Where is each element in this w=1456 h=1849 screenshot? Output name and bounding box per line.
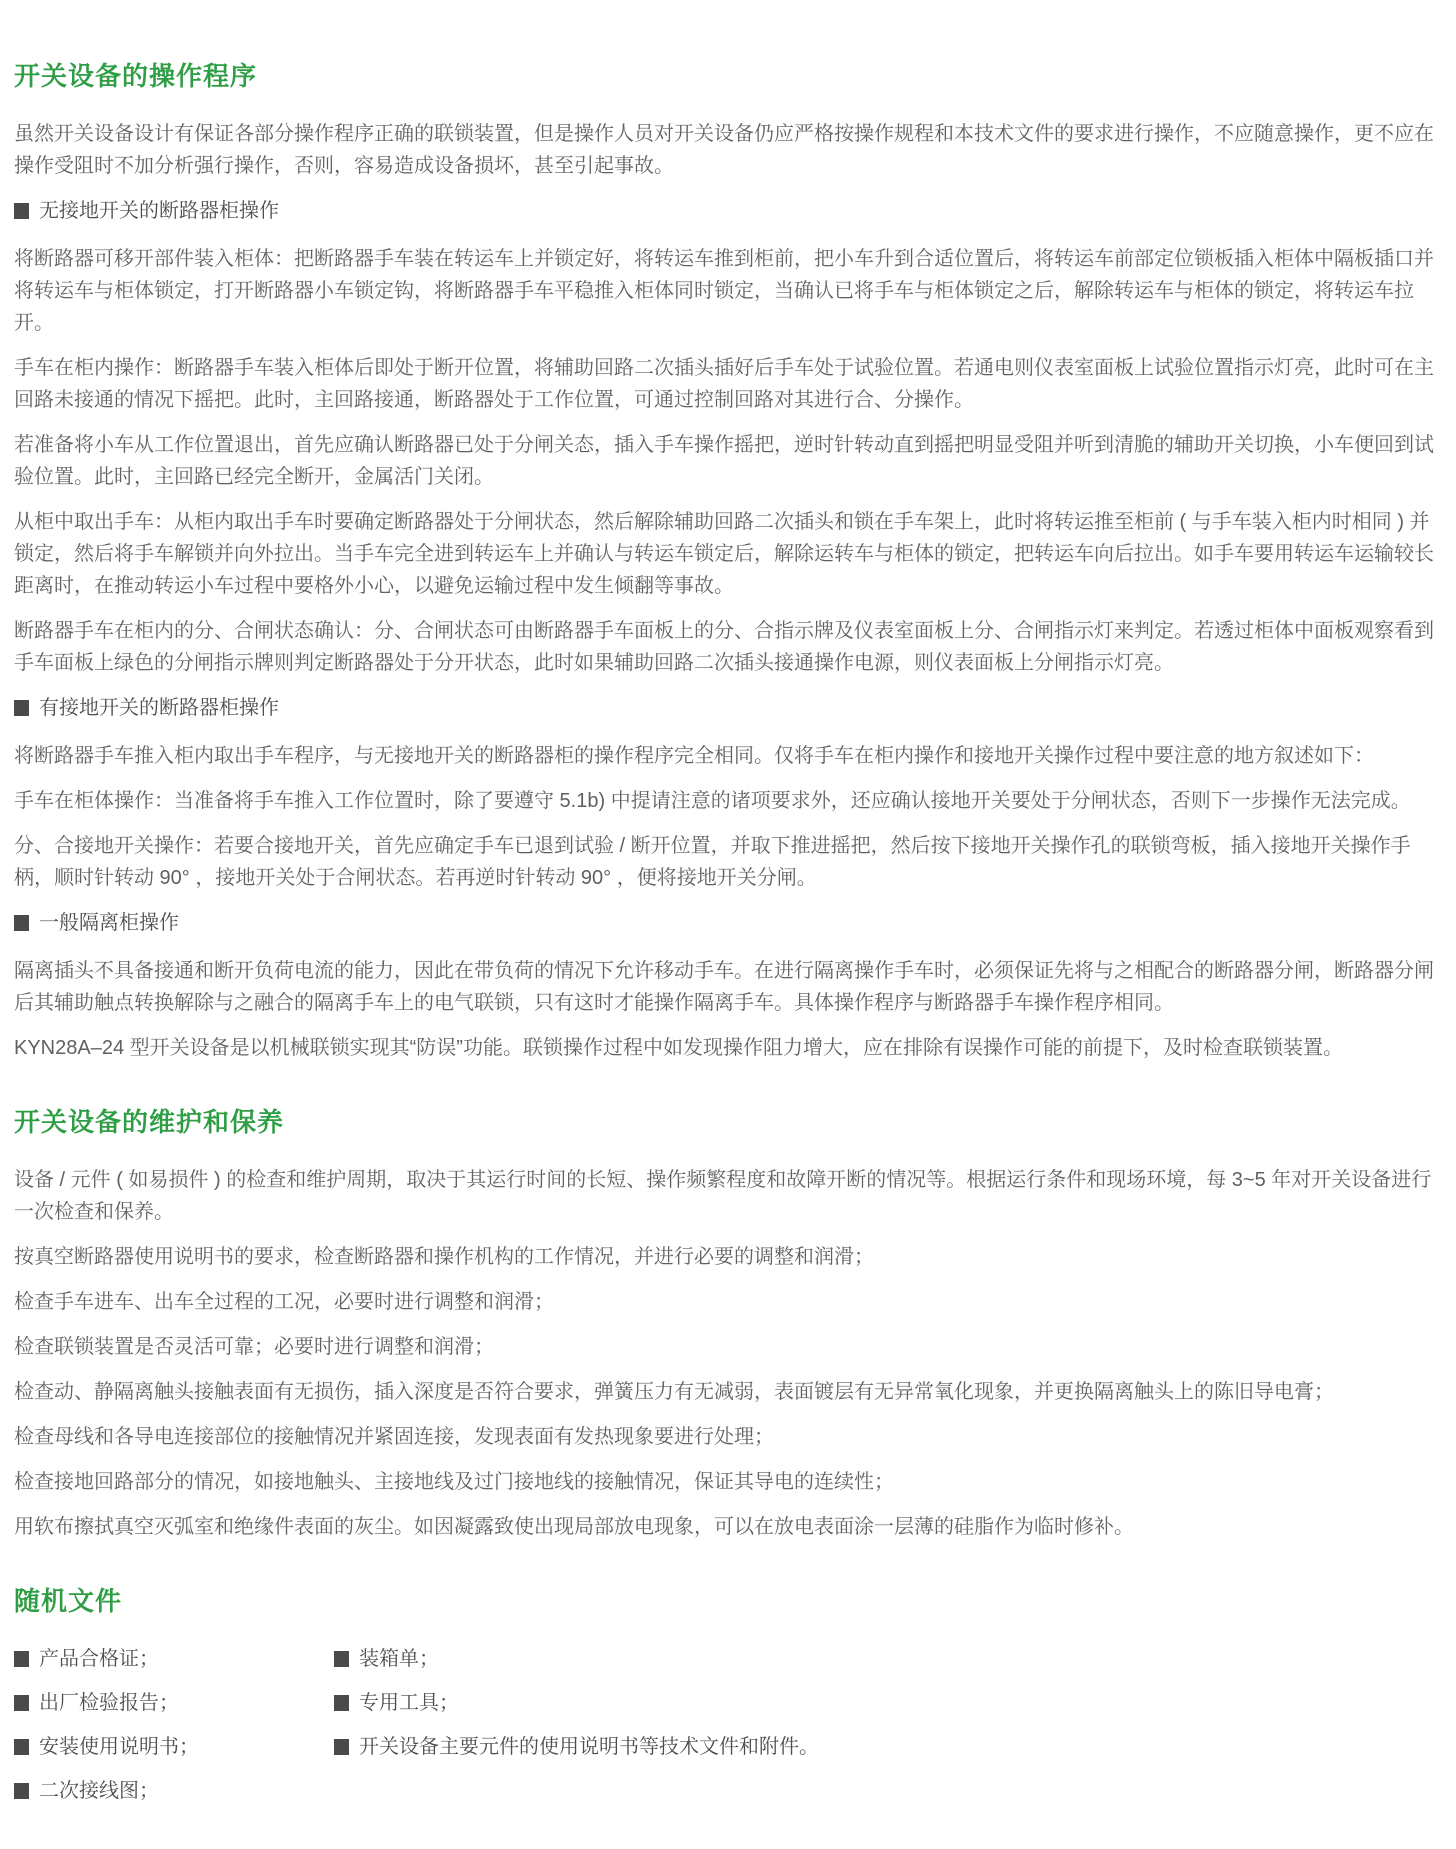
documents-list-left-column — [14, 1643, 334, 1819]
subheading-label: 无接地开关的断路器柜操作 — [39, 200, 279, 222]
documents-list-right-column — [334, 1643, 819, 1775]
square-bullet-icon — [334, 1739, 349, 1755]
document-item-label: 二次接线图； — [39, 1780, 159, 1802]
paragraph-check-busbar: 检查母线和各导电连接部位的接触情况并紧固连接，发现表面有发热现象要进行处理； — [14, 1426, 774, 1448]
section-title-operating-procedures: 开关设备的操作程序 — [14, 61, 258, 91]
subheading-with-earthing-switch — [14, 692, 1442, 724]
square-bullet-icon — [14, 1739, 29, 1755]
section-operating-procedures — [14, 58, 1442, 1064]
paragraph-check-isolation-contacts: 检查动、静隔离触头接触表面有无损伤，插入深度是否符合要求，弹簧压力有无减弱，表面镀层有无异常氧化现象，并更换隔离触头上的陈旧导电膏； — [14, 1381, 1334, 1403]
paragraph-kyn28a-interlock: KYN28A–24 型开关设备是以机械联锁实现其“防误”功能。联锁操作过程中如发现操作阻力增大，应在排除有误操作可能的前提下，及时检查联锁装置。 — [14, 1037, 1343, 1059]
document-item-label: 装箱单； — [359, 1648, 439, 1670]
paragraph-in-cabinet-operation: 手车在柜内操作：断路器手车装入柜体后即处于断开位置，将辅助回路二次插头插好后手车处于试验位置。若通电则仪表室面板上试验位置指示灯亮，此时可在主回路未接通的情况下摇把。此时，主回路接通，断路器处于工作位置，可通过控制回路对其进行合、分操作。 — [14, 357, 1434, 411]
paragraph-truck-cabinet-operation: 手车在柜体操作：当准备将手车推入工作位置时，除了要遵守 5.1b) 中提请注意的诸项要求外，还应确认接地开关要处于分闸状态，否则下一步操作无法完成。 — [14, 790, 1411, 812]
section-title-maintenance: 开关设备的维护和保养 — [14, 1107, 285, 1137]
document-list-item — [334, 1731, 819, 1763]
paragraph-earthing-switch-operation: 分、合接地开关操作：若要合接地开关，首先应确定手车已退到试验 / 断开位置，并取下推进摇把，然后按下接地开关操作孔的联锁弯板，插入接地开关操作手柄，顺时针转动 90° ，接地开关处于合闸状态。若再逆时针转动 90° ，便将接地开关分闸。 — [14, 835, 1411, 889]
paragraph-check-earthing-circuit: 检查接地回路部分的情况，如接地触头、主接地线及过门接地线的接触情况，保证其导电的连续性； — [14, 1471, 894, 1493]
document-list-item — [14, 1731, 334, 1763]
paragraph-check-interlock: 检查联锁装置是否灵活可靠；必要时进行调整和润滑； — [14, 1336, 494, 1358]
paragraph-check-truck-travel: 检查手车进车、出车全过程的工况，必要时进行调整和润滑； — [14, 1291, 554, 1313]
paragraph-operating-intro: 虽然开关设备设计有保证各部分操作程序正确的联锁装置，但是操作人员对开关设备仍应严格按操作规程和本技术文件的要求进行操作，不应随意操作，更不应在操作受阻时不加分析强行操作，否则，容易造成设备损坏，甚至引起事故。 — [14, 123, 1434, 177]
paragraph-withdraw-from-work-position: 若准备将小车从工作位置退出，首先应确认断路器已处于分闸关态，插入手车操作摇把，逆时针转动直到摇把明显受阻并听到清脆的辅助开关切换，小车便回到试验位置。此时，主回路已经完全断开，金属活门关闭。 — [14, 434, 1434, 488]
square-bullet-icon — [334, 1651, 349, 1667]
paragraph-wipe-arc-chamber: 用软布擦拭真空灭弧室和绝缘件表面的灰尘。如因凝露致使出现局部放电现象，可以在放电表面涂一层薄的硅脂作为临时修补。 — [14, 1516, 1134, 1538]
paragraph-open-close-state-confirm: 断路器手车在柜内的分、合闸状态确认：分、合闸状态可由断路器手车面板上的分、合指示牌及仪表室面板上分、合闸指示灯来判定。若透过柜体中面板观察看到手车面板上绿色的分闸指示牌则判定断路器处于分开状态，此时如果辅助回路二次插头接通操作电源，则仪表面板上分闸指示灯亮。 — [14, 620, 1434, 674]
paragraph-check-vacuum-breaker: 按真空断路器使用说明书的要求，检查断路器和操作机构的工作情况，并进行必要的调整和润滑； — [14, 1246, 874, 1268]
square-bullet-icon — [14, 915, 29, 931]
document-list-item — [14, 1775, 334, 1807]
paragraph-isolation-plug: 隔离插头不具备接通和断开负荷电流的能力，因此在带负荷的情况下允许移动手车。在进行隔离操作手车时，必须保证先将与之相配合的断路器分闸，断路器分闸后其辅助触点转换解除与之融合的隔离手车上的电气联锁，只有这时才能操作隔离手车。具体操作程序与断路器手车操作程序相同。 — [14, 960, 1434, 1014]
subheading-label: 有接地开关的断路器柜操作 — [39, 697, 279, 719]
section-title-accompanying-documents: 随机文件 — [14, 1586, 123, 1616]
section-accompanying-documents — [14, 1583, 1442, 1819]
paragraph-same-procedure: 将断路器手车推入柜内取出手车程序，与无接地开关的断路器柜的操作程序完全相同。仅将手车在柜内操作和接地开关操作过程中要注意的地方叙述如下： — [14, 745, 1374, 767]
subheading-general-isolation-cabinet — [14, 907, 1442, 939]
document-list-item — [14, 1643, 334, 1675]
document-item-label: 产品合格证； — [39, 1648, 159, 1670]
subheading-label: 一般隔离柜操作 — [39, 912, 179, 934]
square-bullet-icon — [14, 1695, 29, 1711]
document-list-item — [14, 1687, 334, 1719]
document-list-item — [334, 1643, 819, 1675]
paragraph-maintenance-cycle: 设备 / 元件 ( 如易损件 ) 的检查和维护周期，取决于其运行时间的长短、操作频繁程度和故障开断的情况等。根据运行条件和现场环境，每 3~5 年对开关设备进行一次检查和保养。 — [14, 1169, 1432, 1223]
paragraph-insert-breaker: 将断路器可移开部件装入柜体：把断路器手车装在转运车上并锁定好，将转运车推到柜前，把小车升到合适位置后，将转运车前部定位锁板插入柜体中隔板插口并将转运车与柜体锁定，打开断路器小车锁定钩，将断路器手车平稳推入柜体同时锁定，当确认已将手车与柜体锁定之后，解除转运车与柜体的锁定，将转运车拉开。 — [14, 248, 1434, 334]
documents-list — [14, 1643, 1442, 1819]
subheading-no-earthing-switch — [14, 195, 1442, 227]
document-list-item — [334, 1687, 819, 1719]
document-item-label: 专用工具； — [359, 1692, 459, 1714]
document-item-label: 出厂检验报告； — [39, 1692, 179, 1714]
square-bullet-icon — [334, 1695, 349, 1711]
square-bullet-icon — [14, 203, 29, 219]
square-bullet-icon — [14, 700, 29, 716]
document-item-label: 安装使用说明书； — [39, 1736, 199, 1758]
document-item-label: 开关设备主要元件的使用说明书等技术文件和附件。 — [359, 1736, 819, 1758]
square-bullet-icon — [14, 1651, 29, 1667]
section-maintenance — [14, 1104, 1442, 1543]
paragraph-remove-truck: 从柜中取出手车：从柜内取出手车时要确定断路器处于分闸状态，然后解除辅助回路二次插头和锁在手车架上，此时将转运推至柜前 ( 与手车装入柜内时相同 ) 并锁定，然后将手车解锁并向外拉出。当手车完全进到转运车上并确认与转运车锁定后，解除运转车与柜体的锁定，把转运车向后拉出。如手车要用转运车运输较长距离时，在推动转运小车过程中要格外小心，以避免运输过程中发生倾翻等事故。 — [14, 511, 1434, 597]
square-bullet-icon — [14, 1783, 29, 1799]
